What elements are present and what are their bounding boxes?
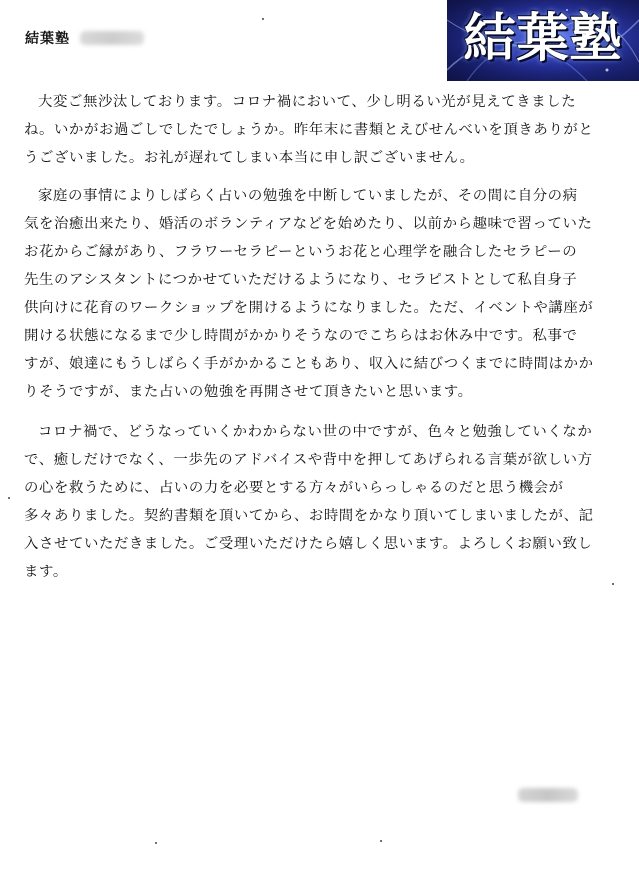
letter-body: [24, 88, 624, 586]
scan-speck: [8, 497, 10, 499]
letter-header: [25, 28, 144, 48]
paragraph-resumption: コロナ禍で、どうなっていくかわからない世の中ですが、色々と勉強していくなか で、癒しだけでなく、一歩先のアドバイスや背中を押してあげられる言葉が欲しい方 の心を救うために、占いの力を必要とする方々がいらっしゃるのだと思う機会が 多々ありました。契約書類を頂いてから、お時間をかなり頂いてしまいましたが、記 入させていただきました。ご受理いただけたら嬉しく思います。よろしくお願い致し ます。: [24, 424, 594, 580]
redacted-recipient-name: [80, 31, 144, 45]
paragraph-circumstances: 家庭の事情によりしばらく占いの勉強を中断していましたが、その間に自分の病 気を治癒出来たり、婚活のボランティアなどを始めたり、以前から趣味で習っていた お花からご縁があり、フラワーセラピーというお花と心理学を融合したセラピーの 先生のアシスタントにつかせていただけるようになり、セラピストとして私自身子 供向けに花育のワークショップを開けるようになりました。ただ、イベントや講座が 開ける状態になるまで少し時間がかかりそうなのでこちらはお休み中です。私事で すが、娘達にもうしばらく手がかかることもあり、収入に結びつくまでに時間はかか りそうですが、また占いの勉強を再開させて頂きたいと思います。: [24, 188, 594, 400]
organization-logo: [447, 0, 639, 81]
scan-speck: [155, 842, 157, 844]
scan-speck: [380, 840, 382, 842]
organization-name: 結葉塾: [25, 31, 70, 47]
logo-text: 結葉塾: [463, 8, 623, 69]
paragraph-greeting: 大変ご無沙汰しております。コロナ禍において、少し明るい光が見えてきました ね。いかがお過ごしでしたでしょうか。昨年末に書類とえびせんべいを頂きありがと うございました。お礼が遅れてしまい本当に申し訳ございません。: [24, 94, 594, 166]
scan-speck: [262, 18, 264, 20]
redacted-signature: [518, 788, 578, 802]
scan-speck: [612, 583, 614, 585]
